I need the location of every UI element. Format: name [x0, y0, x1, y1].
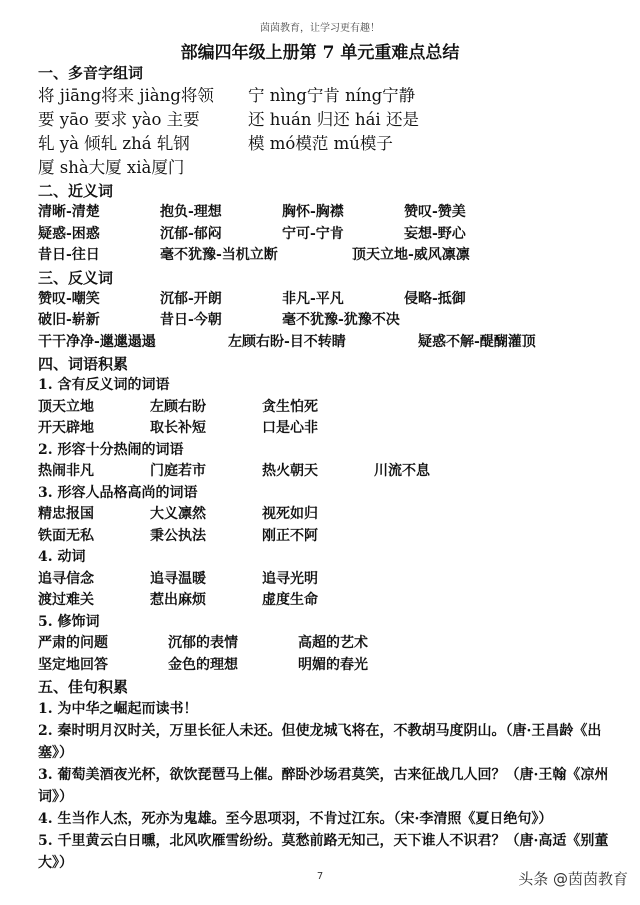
group-title: 2. 形容十分热闹的词语	[38, 441, 184, 458]
antonym-pair: 干干净净-邋邋遢遢	[38, 333, 156, 350]
polyphone-entry: 宁 nìng宁肯 níng宁静	[248, 86, 416, 105]
vocab-word: 取长补短	[150, 420, 206, 436]
word-row	[38, 418, 618, 440]
synonym-pair: 昔日-往日	[38, 247, 100, 263]
vocab-word: 热火朝天	[262, 463, 318, 479]
synonym-pair: 赞叹-赞美	[404, 204, 466, 220]
vocab-word: 追寻光明	[262, 570, 318, 587]
document-body	[38, 62, 618, 874]
section-heading-quotes: 五、佳句积累	[38, 678, 129, 696]
vocab-word: 追寻温暖	[150, 570, 206, 587]
quote-item: 2. 秦时明月汉时关，万里长征人未还。但使龙城飞将在，不教胡马度阴山。（唐·王昌龄《出塞》）	[38, 723, 602, 761]
word-row	[38, 504, 618, 526]
word-row	[38, 633, 618, 655]
vocab-word: 追寻信念	[38, 570, 94, 587]
word-pair-row	[38, 202, 618, 224]
group-title: 4. 动词	[38, 549, 86, 565]
word-row	[38, 397, 618, 419]
antonym-pair: 左顾右盼-目不转睛	[228, 333, 346, 350]
antonym-pair: 赞叹-嘲笑	[38, 290, 100, 307]
vocab-word: 刚正不阿	[262, 527, 318, 544]
synonym-pair: 毫不犹豫-当机立断	[160, 247, 278, 263]
section-heading-synonyms: 二、近义词	[38, 182, 114, 200]
word-row	[38, 461, 618, 483]
antonym-pair: 非凡-平凡	[282, 290, 344, 307]
polyphone-row	[38, 156, 618, 180]
vocab-word: 明媚的春光	[298, 656, 368, 673]
synonym-pair: 胸怀-胸襟	[282, 204, 344, 220]
quote-item: 4. 生当作人杰，死亦为鬼雄。至今思项羽，不肯过江东。（宋·李清照《夏日绝句》）	[38, 811, 553, 827]
word-row	[38, 569, 618, 591]
vocab-word: 铁面无私	[38, 527, 94, 544]
word-row	[38, 655, 618, 677]
polyphone-row	[38, 84, 618, 108]
quote-item: 5. 千里黄云白日曛，北风吹雁雪纷纷。莫愁前路无知己，天下谁人不识君？（唐·高适《别董大》）	[38, 833, 609, 871]
vocab-word: 川流不息	[374, 463, 430, 479]
vocab-word: 严肃的问题	[38, 635, 108, 651]
document-title: 部编四年级上册第 7 单元重难点总结	[180, 43, 460, 63]
vocab-word: 沉郁的表情	[168, 635, 238, 651]
synonym-pair: 抱负-理想	[160, 204, 222, 220]
header-slogan: 茵茵教育，让学习更有趣！	[260, 23, 380, 34]
vocab-word: 大义凛然	[150, 506, 206, 522]
word-pair-row	[38, 332, 618, 354]
polyphone-entry: 模 mó模范 mú模子	[248, 134, 393, 153]
antonym-pair: 沉郁-开朗	[160, 290, 222, 307]
antonym-pair: 毫不犹豫-犹豫不决	[282, 312, 400, 328]
synonym-pair: 妄想-野心	[404, 225, 466, 242]
group-title: 1. 含有反义词的词语	[38, 377, 170, 393]
group-title: 5. 修饰词	[38, 613, 100, 630]
synonym-pair: 宁可-宁肯	[282, 225, 344, 242]
vocab-word: 左顾右盼	[150, 398, 206, 415]
section-heading-vocabulary: 四、词语积累	[38, 355, 129, 373]
word-row	[38, 526, 618, 548]
vocab-word: 热闹非凡	[38, 463, 94, 479]
vocab-word: 惹出麻烦	[150, 592, 206, 608]
vocab-word: 口是心非	[262, 420, 318, 436]
quote-item: 1. 为中华之崛起而读书！	[38, 701, 198, 717]
synonym-pair: 疑惑-困惑	[38, 225, 100, 242]
synonym-pair: 沉郁-郁闷	[160, 225, 222, 242]
antonym-pair: 侵略-抵御	[404, 290, 466, 307]
vocab-word: 虚度生命	[262, 592, 318, 608]
polyphone-row	[38, 132, 618, 156]
vocab-word: 秉公执法	[150, 527, 206, 544]
polyphone-entry: 将 jiāng将来 jiàng将领	[38, 86, 214, 105]
polyphone-row	[38, 108, 618, 132]
synonym-pair: 顶天立地-威风凛凛	[352, 247, 470, 263]
vocab-word: 门庭若市	[150, 463, 206, 479]
antonym-pair: 破旧-崭新	[38, 312, 100, 328]
section-heading-antonyms: 三、反义词	[38, 268, 114, 287]
word-pair-row	[38, 289, 618, 311]
vocab-word: 坚定地回答	[38, 656, 108, 673]
antonym-pair: 昔日-今朝	[160, 312, 222, 328]
word-pair-row	[38, 224, 618, 246]
polyphone-entry: 厦 shà大厦 xià厦门	[38, 158, 185, 177]
vocab-word: 精忠报国	[38, 506, 94, 522]
vocab-word: 顶天立地	[38, 398, 94, 415]
word-pair-row	[38, 310, 618, 332]
page-number: 7	[316, 871, 324, 882]
vocab-word: 开天辟地	[38, 420, 94, 436]
watermark-logo: 头条 @茵茵教育	[518, 870, 628, 888]
word-row	[38, 590, 618, 612]
group-title: 3. 形容人品格高尚的词语	[38, 484, 198, 501]
vocab-word: 高超的艺术	[298, 635, 368, 651]
synonym-pair: 清晰-清楚	[38, 204, 100, 220]
word-pair-row	[38, 245, 618, 267]
vocab-word: 渡过难关	[38, 592, 94, 608]
quote-item: 3. 葡萄美酒夜光杯，欲饮琵琶马上催。醉卧沙场君莫笑，古来征战几人回？（唐·王翰《凉州词》）	[38, 767, 609, 805]
section-heading-polyphones: 一、多音字组词	[38, 64, 144, 82]
polyphone-entry: 还 huán 归还 hái 还是	[248, 110, 419, 129]
vocab-word: 贪生怕死	[262, 398, 318, 415]
vocab-word: 视死如归	[262, 506, 318, 522]
polyphone-entry: 轧 yà 倾轧 zhá 轧钢	[38, 134, 190, 153]
vocab-word: 金色的理想	[168, 656, 238, 673]
antonym-pair: 疑惑不解-醍醐灌顶	[418, 333, 536, 350]
polyphone-entry: 要 yāo 要求 yào 主要	[38, 110, 200, 129]
